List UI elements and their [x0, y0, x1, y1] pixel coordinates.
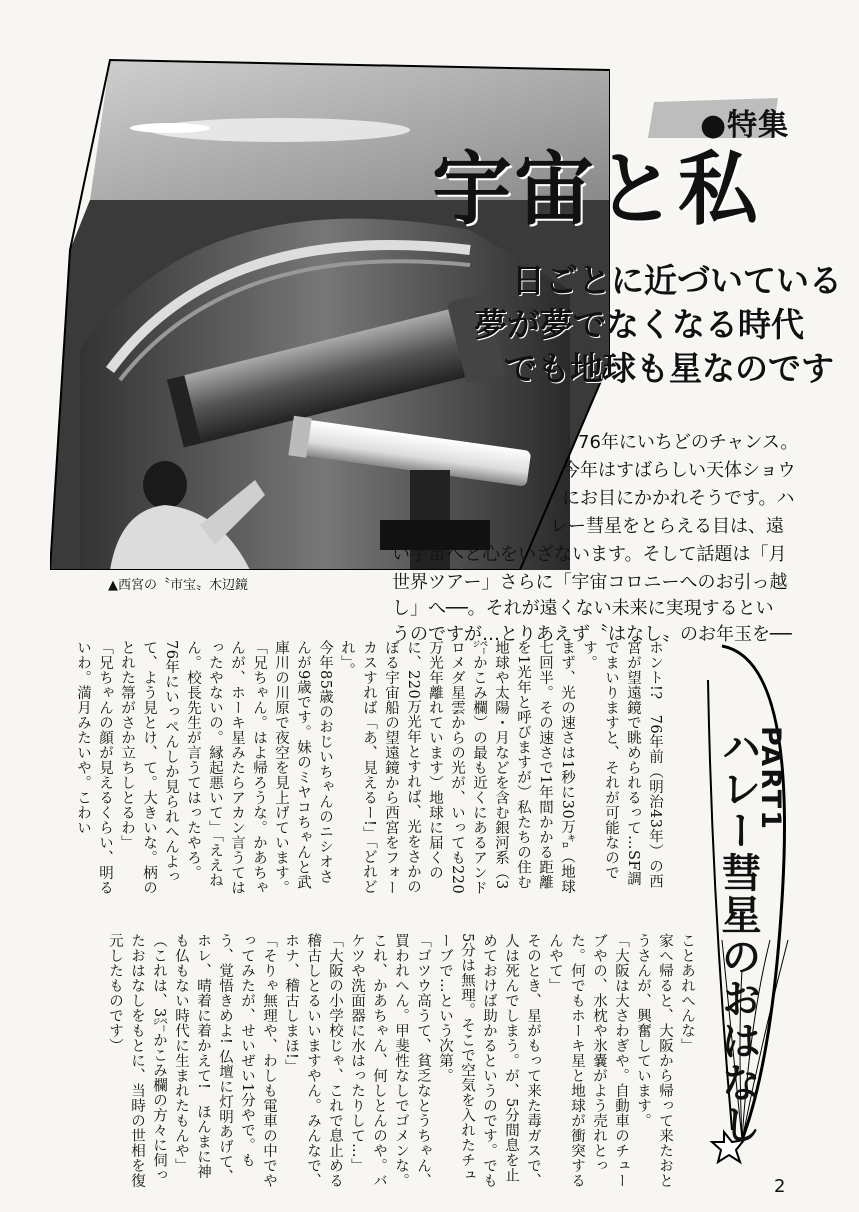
lead-line: し」へ──。それが遠くない未来に実現するとい — [392, 598, 774, 619]
photo-caption: ▲西宮の〝市宝〟木辺鏡 — [108, 578, 248, 593]
part-title: ハレー彗星のおはなし — [715, 726, 761, 1146]
lead-line: い宇宙へと心をいざないます。そして話題は「月 — [392, 544, 787, 565]
feature-tag: ●特集 — [700, 108, 790, 143]
article-body-upper: ホント!? 76年前（明治43年）の西宮が望遠鏡で眺められるって…SF調でまいりますと、それが可能なのです。 まず、光の速さは1秒に30万㌔（地球七回半。その速さで1年間かかる距離を1光年と呼びますが）私たちの住む地球や太陽・月などを含む銀河系（3㌻かこみ欄）の最も近くにあるアンドロメダ星雲からの光が、いっても220万光年離れています）地球に届くのに、220万光年とすれば、光をさかのぼる宇宙船の望遠鏡から西宮をフォーカスすれば「あ、見えるー!」「どれどれ」。 今年85歳のおじいちゃんのニシオさんが9歳です。妹のミヤコちゃんと武庫川の川原で夜空を見上げています。 「兄ちゃん。はよ帰ろうな。かあちゃんが、ホーキ星みたらアカン言うてはったやないの。縁起悪いて」「ええねん。校長先生が言うてはったやろ。76年にいっぺんしか見られへんよって、よう見とけ、て。大きいな。柄のとれた箒がさか立ちしとるわ」 「兄ちゃんの顔が見えるくらい、明るいわ。満月みたいや。こわい — [75, 640, 663, 895]
part-label: PART1 — [755, 726, 786, 831]
lead-line: にお目にかかれそうです。ハ — [562, 488, 795, 509]
lead-line: レー彗星をとらえる目は、遠 — [550, 516, 784, 537]
subtitle-line: でも地球も星なのです — [504, 349, 834, 388]
page-number: 2 — [774, 1176, 786, 1197]
subtitle-line: 日ごとに近づいている — [512, 261, 842, 300]
lead-line: うのですが…とりあえず〝はなし〟のお年玉を── — [392, 624, 792, 645]
feature-title: 宇宙と私 — [432, 143, 760, 236]
lead-line: 世界ツアー」さらに「宇宙コロニーへのお引っ越 — [392, 572, 788, 593]
article-body-lower: ことあれへんな」 家へ帰ると、大阪から帰って来たおとうさんが、興奮しています。 「大阪は大さわぎや。自動車のチューブやの、水枕や氷嚢がよう売れとった。何でもホーキ星と地球が衝突するんやて」 そのとき、星がもって来た毒ガスで、人は死んでしまう。が、5分間息を止めておけば助かるというのです。でも5分は無理。そこで空気を入れたチューブで…という次第。 「ゴツウ高うて、貧乏なとうちゃん、買われへん。甲斐性なしでゴメンな。これ、かあちゃん、何しとんのや。バケツや洗面器に水はったりして…」 「大阪の小学校じゃ、これで息止める稽古しとるいいますやん。みんなで、ホナ、稽古しまほ!」 「そりゃ無理や、わしも電車の中でやってみたが、せいぜい1分やで。もう、覚悟きめよ! 仏壇に灯明あげて、ホレ、晴着に着かえて! ほんまに神も仏もない時代に生まれたもんや」 （これは、3㌻かこみ欄の方々に伺ったおはなしをもとに、当時の世相を復元したものです） — [107, 933, 695, 1188]
lead-line: 今年はすばらしい天体ショウ — [562, 460, 796, 481]
lead-line: 76年にいちどのチャンス。 — [578, 432, 799, 453]
subtitle-line: 夢が夢でなくなる時代 — [474, 305, 804, 344]
